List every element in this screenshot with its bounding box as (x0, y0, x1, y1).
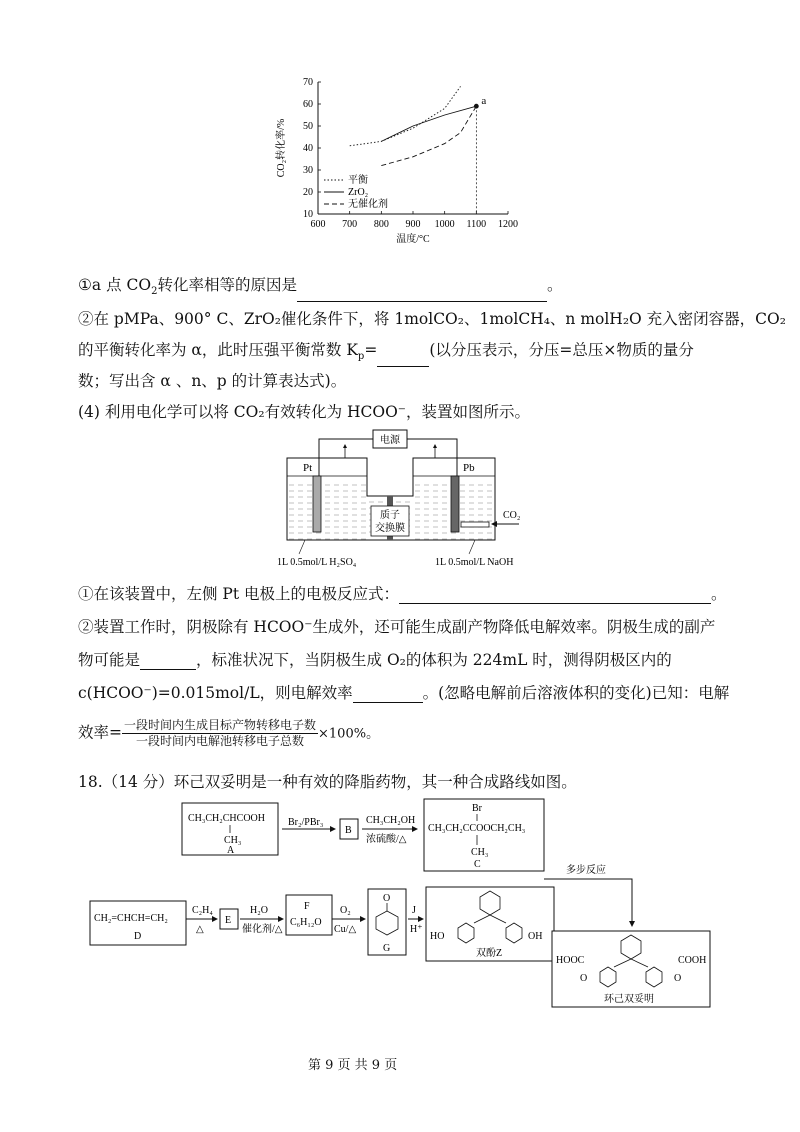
power-label: 电源 (380, 435, 400, 446)
compound-G-label: G (383, 943, 391, 954)
compound-C-label: C (474, 859, 481, 870)
answer-blank[interactable] (377, 350, 429, 367)
x-tick-label: 1000 (434, 219, 455, 230)
x-tick-label: 700 (342, 219, 358, 230)
membrane-label-2: 交换膜 (375, 523, 405, 534)
y-tick-label: 40 (303, 143, 313, 154)
pb-label: Pb (463, 462, 475, 474)
step2-condition: 浓硫酸/△ (366, 834, 407, 845)
efficiency-formula: 效率= $\frac{\text{一段时间内生成目标产物转移电子数}}{\text{一段时间内电解池转移电子总数}}$ ×100%。 (78, 718, 380, 748)
q1-line3: 的平衡转化率为 α，此时压强平衡常数 $K_p=$ (以分压表示，分压=总压×物质的量分 (78, 340, 694, 367)
answer-blank[interactable] (140, 653, 196, 670)
answer-blank[interactable] (297, 285, 547, 302)
x-axis-label: 温度/°C (396, 234, 430, 245)
q1-line4: 数；写出含 α 、n、p 的计算表达式)。 (78, 372, 347, 390)
left-solution-label: 1L 0.5mol/L H₂SO₄ (277, 557, 357, 568)
q1-line2: ②在 pMPa、900° C、ZrO₂催化条件下，将 1molCO₂、1molCH₄、n molH₂O 充入密闭容器，CO₂ (78, 310, 786, 328)
step6-condition: H⁺ (410, 924, 423, 935)
efficiency-fraction: $\frac{\text{一段时间内生成目标产物转移电子数}}{\text{一段时间内电解池转移电子总数}}$ (124, 718, 317, 748)
compound-C-box (424, 799, 544, 871)
y-axis-label: CO₂转化率/% (276, 118, 287, 178)
product-hooc: HOOC (556, 955, 585, 966)
product-label: 环己双妥明 (604, 994, 654, 1005)
legend-label-1: ZrO₂ (348, 187, 369, 198)
right-solution-label: 1L 0.5mol/L NaOH (435, 557, 514, 568)
co2-conversion-chart (270, 72, 540, 252)
answer-blank[interactable] (353, 686, 423, 703)
step1-reagent: Br₂/PBr₃ (288, 817, 324, 828)
q1-line1: ①a 点 $CO_2$转化率相等的原因是 。 (78, 275, 562, 302)
compound-C-formula: CH₃CH₂CCOOCH₂CH₃ (428, 823, 526, 834)
compound-A-formula: CH₃CH₂CHCOOH (188, 813, 265, 824)
synthesis-route (82, 795, 722, 1020)
y-tick-label: 70 (303, 77, 313, 88)
x-tick-label: 900 (405, 219, 421, 230)
legend-label-2: 无催化剂 (348, 199, 388, 210)
point-a (474, 104, 479, 109)
step3-reagent: C₂H₄ (192, 905, 213, 916)
x-tick-label: 600 (310, 219, 326, 230)
q4-s2-line2: 物可能是 ，标准状况下，当阴极生成 O₂的体积为 224mL 时，测得阴极区内的 (78, 651, 672, 669)
co2-label: CO₂ (503, 510, 521, 521)
multistep-label: 多步反应 (566, 865, 606, 876)
series-1-line (381, 106, 476, 141)
step4-condition: 催化剂/△ (242, 924, 283, 935)
compound-D-formula: CH₂=CHCH=CH₂ (94, 913, 168, 924)
electrolysis-diagram (275, 428, 535, 573)
legend-label-0: 平衡 (348, 175, 368, 186)
compound-D-label: D (134, 931, 142, 942)
q4-s2-line3: c(HCOO⁻)=0.015mol/L，则电解效率 。(忽略电解前后溶液体积的变化)已知：电解 (78, 684, 730, 702)
step5-reagent: O₂ (340, 905, 351, 916)
compound-C-methyl: CH₃ (471, 847, 489, 858)
pt-electrode (313, 476, 321, 532)
point-a-label: a (481, 95, 487, 108)
x-tick-label: 1100 (466, 219, 487, 230)
y-tick-label: 10 (303, 209, 313, 220)
y-tick-label: 30 (303, 165, 313, 176)
product-cooh: COOH (678, 955, 707, 966)
series-2-line (381, 106, 476, 165)
compound-F-formula: C₆H₁₂O (290, 917, 322, 928)
bisphenol-Z-ho: HO (430, 931, 445, 942)
step2-reagent: CH₃CH₂OH (366, 815, 416, 826)
compound-A-methyl: CH₃ (224, 835, 242, 846)
q18-title: 18.（14 分）环己双妥明是一种有效的降脂药物，其一种合成路线如图。 (78, 773, 577, 791)
compound-E-label: E (225, 915, 232, 926)
pb-electrode (451, 476, 459, 532)
compound-C-br: Br (472, 803, 482, 814)
step4-reagent: H₂O (250, 905, 268, 916)
compound-G-oxygen: O (383, 893, 391, 904)
bisphenol-Z-oh: OH (528, 931, 543, 942)
bisphenol-Z-label: 双酚Z (476, 948, 503, 959)
page-footer: 第 9 页 共 9 页 (308, 1058, 398, 1073)
y-tick-label: 20 (303, 187, 313, 198)
y-tick-label: 60 (303, 99, 313, 110)
pt-label: Pt (303, 462, 313, 474)
step5-condition: Cu/△ (334, 924, 357, 935)
step3-condition: △ (196, 924, 204, 935)
answer-blank[interactable] (399, 587, 711, 604)
series-0-line (350, 86, 461, 145)
y-tick-label: 50 (303, 121, 313, 132)
q4-s2-line1: ②装置工作时，阴极除有 HCOO⁻生成外，还可能生成副产物降低电解效率。阴极生成的副产 (78, 618, 716, 636)
membrane-label-1: 质子 (380, 510, 400, 521)
compound-B-label: B (345, 825, 352, 836)
step6-reagent: J (412, 905, 416, 916)
q4-s1: ①在该装置中，左侧 Pt 电极上的电极反应式： 。 (78, 585, 727, 603)
product-ether-o-left: O (580, 973, 588, 984)
co2-inlet-tube (461, 522, 489, 527)
compound-F-label: F (304, 901, 310, 912)
x-tick-label: 1200 (498, 219, 518, 230)
product-ether-o-right: O (674, 973, 682, 984)
x-tick-label: 800 (373, 219, 389, 230)
compound-A-label: A (227, 845, 235, 856)
q4-intro: (4) 利用电化学可以将 CO₂有效转化为 HCOO⁻，装置如图所示。 (78, 403, 530, 421)
